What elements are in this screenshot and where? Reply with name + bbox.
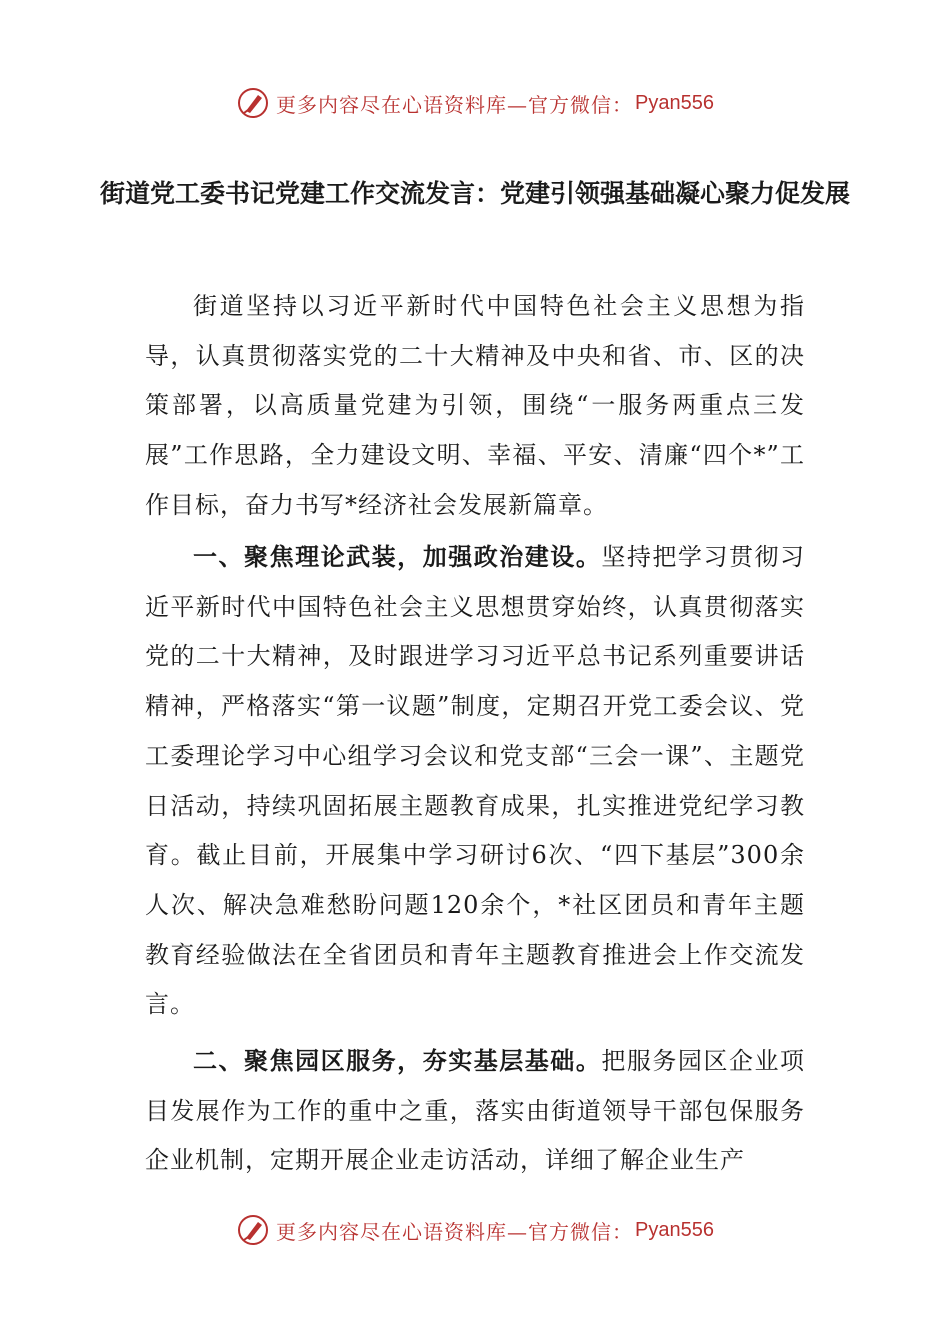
footer-banner — [0, 1213, 950, 1247]
paragraph-text: 把服务园区企业项目发展作为工作的重中之重，落实由街道领导干部包保服务企业机制，定期开展企业走访活动，详细了解企业生产 — [145, 1047, 806, 1175]
banner-handle: Pyan556 — [635, 91, 714, 114]
paragraph-section-1 — [145, 532, 805, 1030]
paragraph-text: 街道坚持以习近平新时代中国特色社会主义思想为指导，认真贯彻落实党的二十大精神及中央和省、市、区的决策部署，以高质量党建为引领，围绕“一服务两重点三发展”工作思路，全力建设文明、幸福、平安、清廉“四个*”工作目标，奋力书写*经济社会发展新篇章。 — [145, 292, 805, 519]
banner-handle: Pyan556 — [635, 1218, 714, 1241]
paragraph-heading: 一、聚焦理论武装，加强政治建设。 — [193, 542, 602, 571]
paragraph-text: 坚持把学习贯彻习近平新时代中国特色社会主义思想贯穿始终，认真贯彻落实党的二十大精神，及时跟进学习习近平总书记系列重要讲话精神，严格落实“第一议题”制度，定期召开党工委会议、党工委理论学习中心组学习会议和党支部“三会一课”、主题党日活动，持续巩固拓展主题教育成果，扎实推进党纪学习教育。截止目前，开展集中学习研讨6次、“四下基层”300余人次、解决急难愁盼问题120余个，*社区团员和青年主题教育经验做法在全省团员和青年主题教育推进会上作交流发言。 — [145, 543, 806, 1019]
paragraph-heading: 二、聚焦园区服务，夯实基层基础。 — [193, 1046, 602, 1075]
banner-text: 更多内容尽在心语资料库—官方微信： — [276, 92, 634, 117]
paragraph-section-2 — [145, 1036, 805, 1186]
paragraph-intro — [145, 281, 805, 531]
pen-nib-seal-icon — [236, 86, 270, 120]
header-banner — [0, 86, 950, 120]
banner-text: 更多内容尽在心语资料库—官方微信： — [276, 1219, 634, 1244]
pen-nib-seal-icon — [236, 1213, 270, 1247]
document-title: 街道党工委书记党建工作交流发言：党建引领强基础凝心聚力促发展 — [99, 179, 850, 208]
